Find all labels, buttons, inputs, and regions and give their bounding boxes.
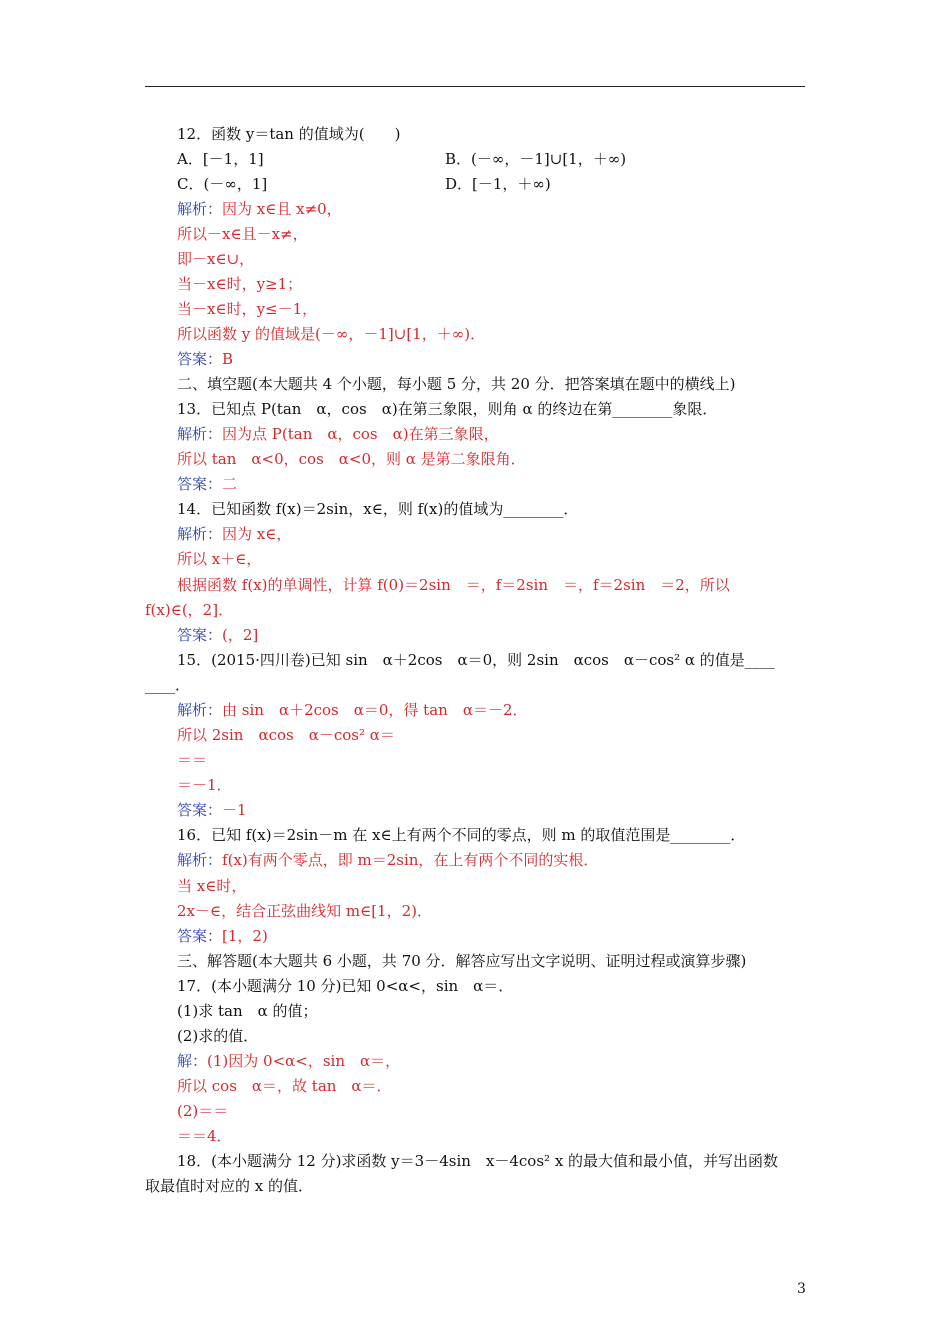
q14-solution-line: f(x)∈(，2]．	[145, 601, 234, 619]
q14-solution-line: 所以 x＋∈，	[177, 550, 262, 568]
q15-line-cont: ____．	[145, 676, 191, 694]
q14-answer	[177, 625, 258, 645]
answer-text: －1	[222, 801, 247, 819]
analysis-text: 因为 x∈且 x≠0，	[222, 200, 342, 218]
analysis-label: 解析：	[177, 525, 223, 543]
q15-analysis	[177, 700, 528, 720]
q12-solution-line: 当－x∈时，y≥1；	[177, 275, 303, 293]
answer-text: [1，2)	[222, 927, 268, 945]
header-rule	[145, 86, 805, 87]
q17-part-2: (2)求的值．	[177, 1027, 259, 1045]
answer-text: B	[222, 350, 234, 368]
analysis-label: 解析：	[177, 851, 223, 869]
solution-text: (1)因为 0<α<，sin α＝，	[207, 1052, 401, 1070]
analysis-text: f(x)有两个零点，即 m＝2sin，在上有两个不同的实根．	[222, 851, 599, 869]
answer-label: 答案：	[177, 927, 223, 945]
answer-label: 答案：	[177, 801, 223, 819]
q16-line: 16．已知 f(x)＝2sin－m 在 x∈上有两个不同的零点，则 m 的取值范围是________．	[177, 826, 746, 844]
section-3-heading: 三、解答题(本大题共 6 小题，共 70 分．解答应写出文字说明、证明过程或演算步骤)	[177, 952, 747, 970]
q15-solution-line: ＝＝	[177, 751, 208, 769]
q17-part-1: (1)求 tan α 的值；	[177, 1002, 318, 1020]
q16-answer	[177, 926, 268, 946]
q16-solution-line: 2x－∈，结合正弦曲线知 m∈[1，2)．	[177, 902, 432, 920]
q12-option-b: B．(－∞，－1]∪[1，＋∞)	[445, 150, 627, 168]
analysis-text: 因为 x∈，	[222, 525, 292, 543]
analysis-label: 解析：	[177, 425, 223, 443]
q14-analysis	[177, 524, 291, 544]
q12-option-d: D．[－1，＋∞)	[445, 175, 551, 193]
section-2-heading: 二、填空题(本大题共 4 个小题，每小题 5 分，共 20 分．把答案填在题中的横线上)	[177, 375, 736, 393]
page-number: 3	[797, 1281, 806, 1297]
q17-solution-line: ＝＝4．	[177, 1127, 232, 1145]
q14-line: 14．已知函数 f(x)＝2sin，x∈，则 f(x)的值域为________．	[177, 500, 579, 518]
q13-analysis	[177, 424, 499, 444]
solution-label: 解：	[177, 1052, 208, 1070]
analysis-text: 由 sin α＋2cos α＝0，得 tan α＝－2．	[222, 701, 528, 719]
answer-label: 答案：	[177, 475, 223, 493]
q13-line: 13．已知点 P(tan α，cos α)在第三象限，则角 α 的终边在第________象限．	[177, 400, 718, 418]
q13-solution-line: 所以 tan α<0，cos α<0，则 α 是第二象限角．	[177, 450, 526, 468]
answer-text: 二	[222, 475, 238, 493]
q17-solution-line: 所以 cos α＝，故 tan α＝．	[177, 1077, 392, 1095]
q13-answer	[177, 474, 237, 494]
q12-option-a: A．[－1，1]	[177, 150, 264, 168]
q17-solution-line: (2)＝＝	[177, 1102, 229, 1120]
q12-solution-line: 所以函数 y 的值域是(－∞，－1]∪[1，＋∞)．	[177, 325, 486, 343]
q17-solution	[177, 1051, 400, 1071]
answer-label: 答案：	[177, 350, 223, 368]
q18-line-cont: 取最值时对应的 x 的值．	[145, 1177, 313, 1195]
q16-solution-line: 当 x∈时，	[177, 877, 247, 895]
answer-text: (，2]	[222, 626, 259, 644]
q15-answer	[177, 800, 247, 820]
q15-line: 15．(2015·四川卷)已知 sin α＋2cos α＝0，则 2sin αcos α－cos² α 的值是____	[177, 651, 775, 669]
q12-solution-line: 即－x∈∪，	[177, 250, 255, 268]
q12-option-c: C．(－∞，1]	[177, 175, 268, 193]
analysis-text: 因为点 P(tan α，cos α)在第三象限，	[222, 425, 499, 443]
q18-line: 18．(本小题满分 12 分)求函数 y＝3－4sin x－4cos² x 的最大值和最小值，并写出函数	[177, 1152, 779, 1170]
q12-line: 12．函数 y＝tan 的值域为( )	[177, 125, 401, 143]
q16-analysis	[177, 850, 598, 870]
analysis-label: 解析：	[177, 701, 223, 719]
q12-solution-line: 当－x∈时，y≤－1，	[177, 300, 318, 318]
analysis-label: 解析：	[177, 200, 223, 218]
q15-solution-line: ＝－1．	[177, 776, 232, 794]
q14-solution-line: 根据函数 f(x)的单调性，计算 f(0)＝2sin ＝，f＝2sin ＝，f＝2sin ＝2，所以	[177, 576, 730, 594]
q17-line: 17．(本小题满分 10 分)已知 0<α<，sin α＝．	[177, 977, 514, 995]
q12-solution-line: 所以－x∈且－x≠，	[177, 225, 308, 243]
q12-analysis	[177, 199, 342, 219]
answer-label: 答案：	[177, 626, 223, 644]
q12-answer	[177, 349, 233, 369]
q15-solution-line: 所以 2sin αcos α－cos² α＝	[177, 726, 395, 744]
